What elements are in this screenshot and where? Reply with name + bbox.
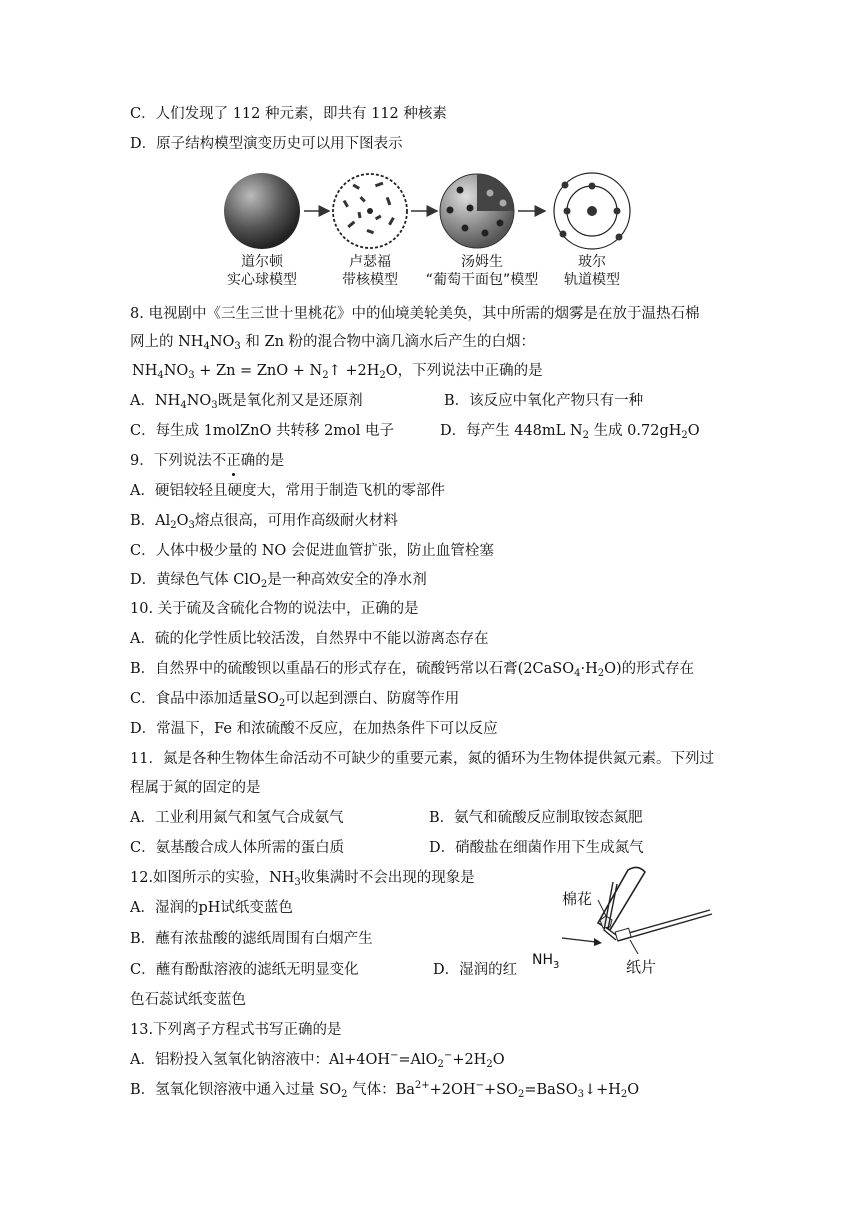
label-cotton: 棉花 <box>562 890 593 908</box>
caption-thomson: 汤姆生 “葡萄干面包”模型 <box>425 254 539 288</box>
q9-option-a: A．硬铝较轻且硬度大，常用于制造飞机的零部件 <box>130 483 445 499</box>
label-paper: 纸片 <box>626 958 657 976</box>
dalton-sphere <box>224 173 300 249</box>
q7-option-d: D．原子结构模型演变历史可以用下图表示 <box>130 136 403 152</box>
q10-stem: 10. 关于硫及含硫化合物的说法中，正确的是 <box>130 601 419 617</box>
caption-rutherford: 卢瑟福 带核模型 <box>342 254 398 288</box>
q10-option-c: C．食品中添加适量$SO_2$可以起到漂白、防腐等作用 <box>130 691 460 709</box>
q13-stem: 13.下列离子方程式书写正确的是 <box>130 1022 342 1038</box>
q8-option-d: D．每产生 448mL $N_2$ 生成 $0.72gH_2O$ <box>440 423 700 441</box>
q12-option-d-part1: D．湿润的红 <box>433 962 518 978</box>
thomson-model <box>440 174 514 248</box>
rutherford-model <box>333 174 407 248</box>
paper-strip <box>615 928 631 941</box>
glass-rod <box>618 910 710 936</box>
q11-option-d: D．硝酸盐在细菌作用下生成氮气 <box>429 840 644 856</box>
q10-option-a: A．硫的化学性质比较活泼，自然界中不能以游离态存在 <box>130 631 489 647</box>
q12-option-c: C．蘸有酚酞溶液的滤纸无明显变化 <box>130 962 359 978</box>
q11-option-b: B．氨气和硫酸反应制取铵态氮肥 <box>429 810 643 826</box>
q11-stem-line1: 11．氮是各种生物体生命活动不可缺少的重要元素，氮的循环为生物体提供氮元素。下列过 <box>130 751 714 767</box>
q13-option-a: A．铝粉投入氢氧化钠溶液中：$Al+4OH^-=AlO_2^-+2H_2O$ <box>130 1050 505 1070</box>
caption-dalton: 道尔顿 实心球模型 <box>227 254 297 288</box>
q8-option-c: C．每生成 1molZnO 共转移 2mol 电子 <box>130 423 395 439</box>
label-nh3: $NH_3$ <box>532 952 560 971</box>
q8-stem-line1: 8. 电视剧中《三生三世十里桃花》中的仙境美轮美奂，其中所需的烟雾是在放于温热石棉 <box>130 306 700 322</box>
q9-option-d: D．黄绿色气体 ClO$_2$是一种高效安全的净水剂 <box>130 572 427 590</box>
q11-option-c: C．氨基酸合成人体所需的蛋白质 <box>130 840 345 856</box>
q8-option-a: A．$NH_4NO_3$既是氧化剂又是还原剂 <box>130 393 363 411</box>
q10-option-d: D．常温下，Fe 和浓硫酸不反应，在加热条件下可以反应 <box>130 721 498 737</box>
caption-bohr: 玻尔 轨道模型 <box>564 254 620 288</box>
q8-option-b: B．该反应中氧化产物只有一种 <box>444 393 644 409</box>
q12-option-d-part2: 色石蕊试纸变蓝色 <box>130 992 246 1008</box>
q9-emphasis: 不正确 <box>211 453 256 469</box>
q13-option-b: B．氢氧化钡溶液中通入过量 $SO_2$ 气体：$Ba^{2+}+2OH^-+SO_2=BaSO_3↓+H_2O$ <box>130 1080 640 1100</box>
bohr-model <box>554 173 630 249</box>
q9-option-b: B．$Al_2O_3$熔点很高，可用作高级耐火材料 <box>130 513 398 531</box>
q11-stem-line2: 程属于氮的固定的是 <box>130 780 261 796</box>
atomic-model-figure <box>215 168 645 258</box>
ammonia-collection-figure <box>528 860 718 980</box>
q10-option-b: B．自然界中的硫酸钡以重晶石的形式存在，硫酸钙常以石膏$(2CaSO_4\cdot H_2O)$的形式存在 <box>130 661 695 679</box>
q12-option-a: A．湿润的pH试纸变蓝色 <box>130 900 293 916</box>
q7-option-c: C．人们发现了 112 种元素，即共有 112 种核素 <box>130 106 447 122</box>
q8-stem-line2: 网上的 $NH_4NO_3$ 和 Zn 粉的混合物中滴几滴水后产生的白烟： <box>130 334 536 352</box>
q9-stem: 9．下列说法不正确的是 <box>130 453 285 469</box>
q9-option-c: C．人体中极少量的 NO 会促进血管扩张，防止血管栓塞 <box>130 543 494 559</box>
q12-option-b: B．蘸有浓盐酸的滤纸周围有白烟产生 <box>130 931 373 947</box>
q12-stem: 12.如图所示的实验，$NH_3$收集满时不会出现的现象是 <box>130 870 475 888</box>
q8-equation: $NH_4NO_3 + Zn$ = ZnO + $N_2↑ +2H_2O$，下列说法中正确的是 <box>132 363 543 381</box>
q11-option-a: A．工业利用氮气和氢气合成氨气 <box>130 810 344 826</box>
